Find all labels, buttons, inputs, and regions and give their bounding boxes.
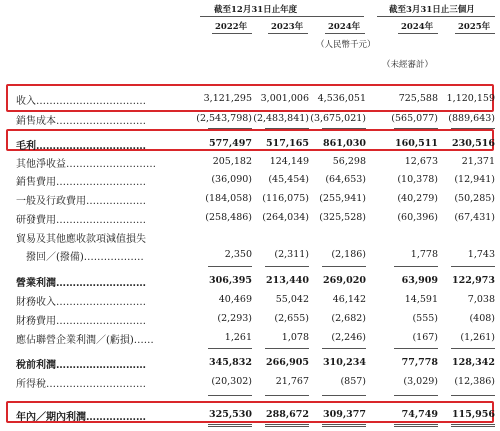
row-value: 21,371 — [461, 156, 495, 167]
row-value: (50,285) — [454, 193, 495, 204]
row-label: 研發費用……………………… — [16, 215, 146, 226]
row-value: 1,120,159 — [446, 93, 495, 104]
row-value: 517,165 — [266, 138, 309, 149]
row-value: (40,279) — [397, 193, 438, 204]
row-label: 其他淨收益……………………… — [16, 159, 156, 170]
row-value: (264,034) — [262, 212, 309, 223]
row-value: (258,486) — [205, 212, 252, 223]
row-value: (67,431) — [454, 212, 495, 223]
row-value: (2,311) — [274, 249, 309, 260]
row-value: 325,530 — [209, 409, 252, 420]
subtotal-rule — [265, 266, 309, 267]
row-value: 14,591 — [404, 294, 438, 305]
col-header-2025-q: 2025年 — [458, 22, 491, 32]
col-header-2022: 2022年 — [215, 22, 248, 32]
row-value: 46,142 — [332, 294, 366, 305]
total-double-rule — [265, 424, 309, 425]
total-double-rule — [394, 424, 438, 425]
row-label: 應佔聯營企業利潤／(虧損)…… — [16, 335, 154, 346]
total-double-rule — [322, 424, 366, 425]
col-rule-1 — [212, 33, 252, 34]
unaudited-note: （未經審計） — [382, 60, 434, 70]
subtotal-rule — [394, 395, 438, 396]
col-rule-3 — [325, 33, 365, 34]
row-value: (555) — [412, 313, 438, 324]
col-header-2024-q: 2024年 — [401, 22, 434, 32]
row-value: 2,350 — [224, 249, 252, 260]
row-label: 財務費用……………………… — [16, 316, 146, 327]
header-quarter-rule — [377, 16, 495, 17]
row-value: (3,029) — [403, 376, 438, 387]
row-value: 345,832 — [209, 357, 252, 368]
row-value: 115,956 — [452, 409, 495, 420]
row-value: (184,058) — [205, 193, 252, 204]
row-value: (565,077) — [391, 113, 438, 124]
total-double-rule — [265, 426, 309, 427]
row-label: 所得稅………………………… — [16, 379, 146, 390]
row-value: 7,038 — [467, 294, 495, 305]
subtotal-rule — [322, 395, 366, 396]
row-value: (889,643) — [448, 113, 495, 124]
subtotal-rule — [451, 128, 495, 129]
row-value: 205,182 — [212, 156, 252, 167]
row-value: (2,483,841) — [253, 113, 309, 124]
subtotal-rule — [265, 395, 309, 396]
row-label: 收入…………………………… — [16, 96, 146, 107]
row-value: (64,653) — [325, 174, 366, 185]
row-value: 213,440 — [266, 275, 309, 286]
row-value: 269,020 — [323, 275, 366, 286]
row-value: (2,543,798) — [196, 113, 252, 124]
col-rule-4 — [398, 33, 438, 34]
row-value: 725,588 — [398, 93, 438, 104]
total-double-rule — [394, 426, 438, 427]
header-quarter-group: 截至3月31日止三個月 — [389, 5, 475, 15]
header-year-rule — [200, 16, 364, 17]
total-double-rule — [451, 424, 495, 425]
row-label: 營業利潤……………………… — [16, 278, 146, 289]
row-value: 577,497 — [209, 138, 252, 149]
row-value: 288,672 — [266, 409, 309, 420]
row-value: (255,941) — [319, 193, 366, 204]
col-header-2023: 2023年 — [271, 22, 304, 32]
row-label: 財務收入……………………… — [16, 297, 146, 308]
row-label: 稅前利潤……………………… — [16, 360, 146, 371]
row-value: 160,511 — [395, 138, 438, 149]
subtotal-rule — [208, 266, 252, 267]
row-value: 266,905 — [266, 357, 309, 368]
row-value: (12,941) — [454, 174, 495, 185]
row-value: (45,454) — [268, 174, 309, 185]
col-rule-5 — [455, 33, 495, 34]
row-value: 21,767 — [275, 376, 309, 387]
subtotal-rule — [322, 128, 366, 129]
row-value: 77,778 — [401, 357, 438, 368]
row-value: 309,377 — [323, 409, 366, 420]
row-label: 銷售費用……………………… — [16, 177, 146, 188]
subtotal-rule — [265, 348, 309, 349]
row-value: 124,149 — [269, 156, 309, 167]
row-value: 55,042 — [275, 294, 309, 305]
subtotal-rule — [394, 266, 438, 267]
row-value: 1,078 — [281, 332, 309, 343]
row-value: 861,030 — [323, 138, 366, 149]
subtotal-rule — [451, 348, 495, 349]
subtotal-rule — [208, 128, 252, 129]
row-value: (2,186) — [331, 249, 366, 260]
row-value: (408) — [469, 313, 495, 324]
row-value: (12,386) — [454, 376, 495, 387]
row-value: 1,778 — [410, 249, 438, 260]
row-value: (60,396) — [397, 212, 438, 223]
subtotal-rule — [394, 348, 438, 349]
subtotal-rule — [208, 348, 252, 349]
row-value: (36,090) — [211, 174, 252, 185]
subtotal-rule — [451, 395, 495, 396]
row-value: (116,075) — [262, 193, 309, 204]
row-value: 63,909 — [401, 275, 438, 286]
subtotal-rule — [394, 128, 438, 129]
row-value: (2,655) — [274, 313, 309, 324]
subtotal-rule — [322, 266, 366, 267]
total-double-rule — [208, 424, 252, 425]
row-value: 1,261 — [224, 332, 252, 343]
row-value: (857) — [340, 376, 366, 387]
row-label: 毛利…………………………… — [16, 141, 146, 152]
header-year-group: 截至12月31日止年度 — [214, 5, 298, 15]
row-value: 230,516 — [452, 138, 495, 149]
row-label: 銷售成本……………………… — [16, 116, 146, 127]
row-value: (3,675,021) — [310, 113, 366, 124]
row-label: 貿易及其他應收款項減值損失 — [16, 234, 146, 245]
row-value: (325,528) — [319, 212, 366, 223]
row-value: 1,743 — [467, 249, 495, 260]
row-value: 40,469 — [218, 294, 252, 305]
row-value: 310,234 — [323, 357, 366, 368]
row-value: 12,673 — [404, 156, 438, 167]
row-value: (1,261) — [460, 332, 495, 343]
row-value: 74,749 — [401, 409, 438, 420]
row-value: 56,298 — [332, 156, 366, 167]
subtotal-rule — [265, 128, 309, 129]
total-double-rule — [208, 426, 252, 427]
row-value: (167) — [412, 332, 438, 343]
row-value: (2,682) — [331, 313, 366, 324]
row-value: 306,395 — [209, 275, 252, 286]
col-rule-2 — [268, 33, 308, 34]
row-value: (2,246) — [331, 332, 366, 343]
total-double-rule — [451, 426, 495, 427]
row-value: (2,293) — [217, 313, 252, 324]
row-value: 122,973 — [452, 275, 495, 286]
subtotal-rule — [208, 395, 252, 396]
unit-note: （人民幣千元） — [316, 40, 376, 50]
row-value: 3,121,295 — [203, 93, 252, 104]
subtotal-rule — [451, 266, 495, 267]
row-value: (20,302) — [211, 376, 252, 387]
total-double-rule — [322, 426, 366, 427]
row-value: 3,001,006 — [260, 93, 309, 104]
col-header-2024: 2024年 — [328, 22, 361, 32]
row-label: 年內／期內利潤……………… — [16, 412, 146, 423]
row-label: 撥回／(撥備)……………… — [16, 252, 144, 263]
subtotal-rule — [322, 348, 366, 349]
row-value: 128,342 — [452, 357, 495, 368]
row-value: 4,536,051 — [317, 93, 366, 104]
row-label: 一般及行政費用……………… — [16, 196, 146, 207]
row-value: (10,378) — [397, 174, 438, 185]
